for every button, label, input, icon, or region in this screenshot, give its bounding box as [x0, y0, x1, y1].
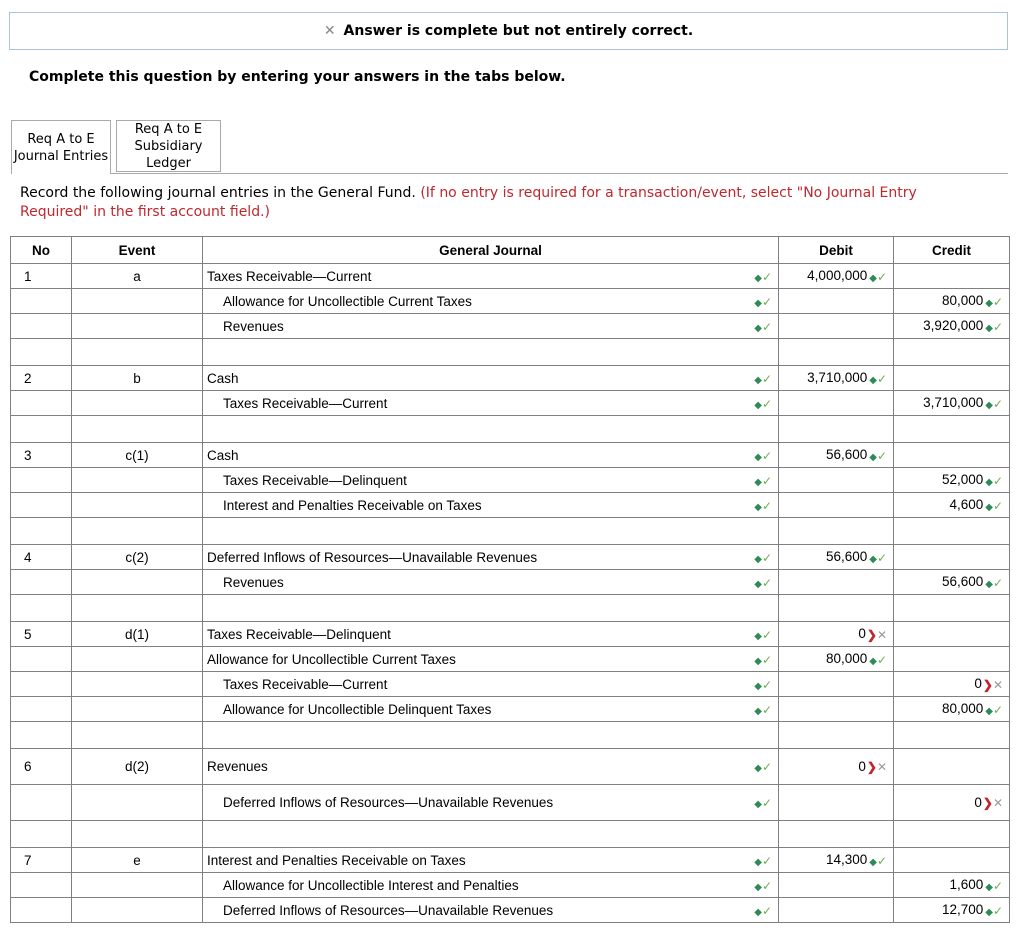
- correct-check-icon: ◆✓: [754, 652, 772, 667]
- correct-check-icon: ◆✓: [754, 498, 772, 513]
- account-select[interactable]: [203, 785, 743, 821]
- credit-input[interactable]: [894, 314, 1010, 339]
- account-select[interactable]: [203, 443, 743, 468]
- correct-check-icon: ◆✓: [754, 796, 772, 811]
- credit-input-text: 0: [974, 676, 982, 692]
- account-select-text: Revenues: [207, 759, 268, 774]
- debit-input[interactable]: [779, 622, 894, 647]
- account-check-cell: [743, 314, 779, 339]
- event-cell: [72, 785, 203, 821]
- correct-check-icon: ◆✓: [754, 575, 772, 590]
- table-row: [11, 749, 1010, 785]
- correct-check-icon: ◆✓: [869, 652, 887, 667]
- event-cell: [72, 697, 203, 722]
- account-select[interactable]: [203, 264, 743, 289]
- correct-check-icon: ◆✓: [869, 853, 887, 868]
- account-check-cell: [743, 570, 779, 595]
- correct-check-icon: ◆✓: [754, 371, 772, 386]
- account-check-cell: [743, 873, 779, 898]
- correct-check-icon: ◆✓: [754, 903, 772, 918]
- credit-input[interactable]: [894, 785, 1010, 821]
- credit-input-text: 1,600: [949, 877, 984, 893]
- table-row: [11, 493, 1010, 518]
- credit-input-text: 56,600: [941, 574, 984, 590]
- tab-journal-entries[interactable]: Req A to E Journal Entries: [11, 120, 111, 174]
- account-select[interactable]: [203, 391, 743, 416]
- table-row: [11, 545, 1010, 570]
- entry-number-cell-text: 7: [24, 852, 32, 868]
- entry-number-cell: [11, 493, 72, 518]
- account-select-text: Allowance for Uncollectible Current Taxes: [207, 651, 456, 667]
- credit-input[interactable]: [894, 443, 1010, 468]
- entry-number-cell: [11, 264, 72, 289]
- general-journal-table: [10, 236, 1010, 923]
- debit-input[interactable]: [779, 289, 894, 314]
- account-select-text: Revenues: [223, 318, 284, 334]
- event-cell: [72, 545, 203, 570]
- correct-check-icon: ◆✓: [754, 702, 772, 717]
- event-cell: [72, 749, 203, 785]
- debit-input[interactable]: [779, 672, 894, 697]
- debit-input[interactable]: [779, 873, 894, 898]
- correct-check-icon: ◆✓: [754, 878, 772, 893]
- debit-input-text: 3,710,000: [807, 370, 868, 386]
- account-select[interactable]: [203, 672, 743, 697]
- event-cell: [72, 647, 203, 672]
- debit-input[interactable]: [779, 493, 894, 518]
- account-check-cell: [743, 848, 779, 873]
- debit-input-text: 56,600: [825, 447, 868, 463]
- account-select-text: Taxes Receivable—Current: [207, 268, 372, 284]
- account-select-text: Taxes Receivable—Delinquent: [207, 626, 391, 642]
- entry-number-cell-text: 6: [24, 759, 32, 774]
- credit-input[interactable]: [894, 366, 1010, 391]
- table-spacer-row: [11, 518, 1010, 545]
- correct-check-icon: ◆✓: [869, 269, 887, 284]
- account-select[interactable]: [203, 848, 743, 873]
- account-select[interactable]: [203, 314, 743, 339]
- entry-number-cell: [11, 672, 72, 697]
- correct-check-icon: ◆✓: [754, 319, 772, 334]
- event-cell: [72, 493, 203, 518]
- account-check-cell: [743, 697, 779, 722]
- entry-number-cell: [11, 391, 72, 416]
- account-check-cell: [743, 366, 779, 391]
- debit-input-text: 56,600: [825, 549, 868, 565]
- event-cell-text: b: [133, 370, 141, 386]
- credit-input-text: 12,700: [941, 902, 984, 918]
- entry-number-cell-text: 4: [24, 549, 32, 565]
- correct-check-icon: ◆✓: [754, 677, 772, 692]
- credit-input[interactable]: [894, 264, 1010, 289]
- entry-number-cell: [11, 622, 72, 647]
- account-check-cell: [743, 647, 779, 672]
- account-select-text: Taxes Receivable—Current: [223, 395, 388, 411]
- incorrect-x-icon: ❯✕: [982, 677, 1003, 692]
- correct-check-icon: ◆✓: [754, 760, 772, 775]
- credit-input-text: 52,000: [941, 472, 984, 488]
- incorrect-x-icon: ❯✕: [982, 796, 1003, 811]
- table-row: [11, 873, 1010, 898]
- account-check-cell: [743, 545, 779, 570]
- debit-input-text: 0: [858, 626, 866, 642]
- debit-input[interactable]: [779, 366, 894, 391]
- account-select-text: Cash: [207, 370, 239, 386]
- table-row: [11, 898, 1010, 923]
- entry-number-cell-text: 1: [24, 268, 32, 284]
- debit-input[interactable]: [779, 697, 894, 722]
- table-spacer-row: [11, 821, 1010, 848]
- correct-check-icon: ◆✓: [754, 396, 772, 411]
- credit-input[interactable]: [894, 391, 1010, 416]
- table-row: [11, 289, 1010, 314]
- table-spacer-row: [11, 416, 1010, 443]
- description-note: (If no entry is required for a transaction/event, select "No Journal Entry Required" in the first account field.): [20, 185, 917, 220]
- event-cell: [72, 264, 203, 289]
- correct-check-icon: ◆✓: [869, 371, 887, 386]
- debit-input-text: 80,000: [825, 651, 868, 667]
- correct-check-icon: ◆✓: [869, 448, 887, 463]
- correct-check-icon: ◆✓: [985, 702, 1003, 717]
- entry-number-cell: [11, 366, 72, 391]
- account-select-text: Taxes Receivable—Current: [223, 676, 388, 692]
- event-cell: [72, 391, 203, 416]
- account-select-text: Allowance for Uncollectible Current Taxes: [223, 293, 472, 309]
- header-credit: Credit: [894, 237, 1010, 264]
- correct-check-icon: ◆✓: [985, 294, 1003, 309]
- correct-check-icon: ◆✓: [754, 269, 772, 284]
- credit-input-text: 80,000: [941, 293, 984, 309]
- instruction-text: Complete this question by entering your answers in the tabs below.: [29, 69, 566, 85]
- table-row: [11, 391, 1010, 416]
- entry-number-cell: [11, 785, 72, 821]
- account-check-cell: [743, 785, 779, 821]
- entry-number-cell: [11, 647, 72, 672]
- event-cell: [72, 443, 203, 468]
- debit-input[interactable]: [779, 570, 894, 595]
- correct-check-icon: ◆✓: [754, 473, 772, 488]
- header-event: Event: [72, 237, 203, 264]
- account-select[interactable]: [203, 647, 743, 672]
- answer-status-banner: [9, 12, 1008, 50]
- correct-check-icon: ◆✓: [754, 627, 772, 642]
- table-row: [11, 570, 1010, 595]
- debit-input[interactable]: [779, 785, 894, 821]
- credit-input-text: 3,710,000: [923, 395, 984, 411]
- account-select[interactable]: [203, 468, 743, 493]
- debit-input-text: 4,000,000: [807, 268, 868, 284]
- credit-input[interactable]: [894, 697, 1010, 722]
- entry-number-cell-text: 2: [24, 370, 32, 386]
- correct-check-icon: ◆✓: [985, 319, 1003, 334]
- entry-number-cell: [11, 443, 72, 468]
- debit-input[interactable]: [779, 391, 894, 416]
- account-select-text: Allowance for Uncollectible Interest and Penalties: [223, 877, 519, 893]
- account-select-text: Deferred Inflows of Resources—Unavailable Revenues: [223, 795, 554, 810]
- question-description: [20, 184, 980, 222]
- correct-check-icon: ◆✓: [985, 498, 1003, 513]
- answer-status-text: Answer is complete but not entirely correct.: [343, 23, 694, 39]
- correct-check-icon: ◆✓: [985, 575, 1003, 590]
- event-cell: [72, 873, 203, 898]
- credit-input-text: 0: [974, 794, 982, 810]
- account-check-cell: [743, 391, 779, 416]
- debit-input[interactable]: [779, 264, 894, 289]
- entry-number-cell: [11, 545, 72, 570]
- account-check-cell: [743, 672, 779, 697]
- correct-check-icon: ◆✓: [985, 396, 1003, 411]
- account-select-text: Interest and Penalties Receivable on Taxes: [223, 497, 482, 513]
- correct-check-icon: ◆✓: [754, 294, 772, 309]
- credit-input[interactable]: [894, 647, 1010, 672]
- table-row: [11, 672, 1010, 697]
- account-check-cell: [743, 493, 779, 518]
- account-select-text: Revenues: [223, 574, 284, 590]
- credit-input[interactable]: [894, 749, 1010, 785]
- credit-input-text: 80,000: [941, 701, 984, 717]
- debit-input[interactable]: [779, 848, 894, 873]
- table-row: [11, 314, 1010, 339]
- account-check-cell: [743, 468, 779, 493]
- credit-input[interactable]: [894, 873, 1010, 898]
- account-select-text: Interest and Penalties Receivable on Taxes: [207, 852, 466, 868]
- account-check-cell: [743, 622, 779, 647]
- account-select-text: Deferred Inflows of Resources—Unavailable Revenues: [207, 549, 538, 565]
- account-select[interactable]: [203, 545, 743, 570]
- header-general-journal: General Journal: [203, 237, 779, 264]
- account-select[interactable]: [203, 493, 743, 518]
- event-cell-text: d(2): [124, 759, 149, 774]
- account-check-cell: [743, 898, 779, 923]
- event-cell: [72, 366, 203, 391]
- account-select-text: Taxes Receivable—Delinquent: [223, 472, 407, 488]
- account-select[interactable]: [203, 570, 743, 595]
- correct-check-icon: ◆✓: [754, 448, 772, 463]
- tab-bar: [11, 120, 1008, 174]
- table-row: [11, 647, 1010, 672]
- credit-input[interactable]: [894, 468, 1010, 493]
- event-cell: [72, 468, 203, 493]
- header-no: No: [11, 237, 72, 264]
- credit-input-text: 4,600: [949, 497, 984, 513]
- account-select[interactable]: [203, 697, 743, 722]
- account-select[interactable]: [203, 898, 743, 923]
- entry-number-cell: [11, 848, 72, 873]
- entry-number-cell: [11, 314, 72, 339]
- correct-check-icon: ◆✓: [985, 473, 1003, 488]
- event-cell: [72, 570, 203, 595]
- credit-input[interactable]: [894, 545, 1010, 570]
- table-spacer-row: [11, 339, 1010, 366]
- correct-check-icon: ◆✓: [754, 550, 772, 565]
- account-select-text: Deferred Inflows of Resources—Unavailable Revenues: [223, 902, 554, 918]
- credit-input[interactable]: [894, 622, 1010, 647]
- tab-subsidiary-ledger[interactable]: Req A to E Subsidiary Ledger: [116, 120, 221, 172]
- entry-number-cell: [11, 749, 72, 785]
- table-row: [11, 443, 1010, 468]
- table-row: [11, 848, 1010, 873]
- table-row: [11, 366, 1010, 391]
- entry-number-cell: [11, 570, 72, 595]
- event-cell-text: d(1): [124, 626, 149, 642]
- table-spacer-row: [11, 722, 1010, 749]
- event-cell-text: c(1): [125, 447, 149, 463]
- correct-check-icon: ◆✓: [985, 878, 1003, 893]
- incorrect-x-icon: ❯✕: [866, 627, 887, 642]
- debit-input[interactable]: [779, 545, 894, 570]
- table-row: [11, 622, 1010, 647]
- event-cell: [72, 672, 203, 697]
- account-select[interactable]: [203, 622, 743, 647]
- account-check-cell: [743, 443, 779, 468]
- table-spacer-row: [11, 595, 1010, 622]
- credit-input[interactable]: [894, 570, 1010, 595]
- debit-input-text: 14,300: [825, 852, 868, 868]
- event-cell: [72, 622, 203, 647]
- entry-number-cell: [11, 289, 72, 314]
- credit-input[interactable]: [894, 493, 1010, 518]
- correct-check-icon: ◆✓: [754, 853, 772, 868]
- event-cell-text: e: [133, 852, 141, 868]
- event-cell-text: c(2): [125, 549, 149, 565]
- account-select-text: Cash: [207, 447, 239, 463]
- correct-check-icon: ◆✓: [985, 903, 1003, 918]
- close-icon: ✕: [323, 23, 336, 39]
- debit-input[interactable]: [779, 647, 894, 672]
- credit-input-text: 3,920,000: [923, 318, 984, 334]
- debit-input-text: 0: [858, 758, 866, 774]
- event-cell: [72, 289, 203, 314]
- tab-divider: [11, 173, 1008, 174]
- entry-number-cell-text: 5: [24, 626, 32, 642]
- table-row: [11, 468, 1010, 493]
- account-check-cell: [743, 749, 779, 785]
- credit-input[interactable]: [894, 848, 1010, 873]
- debit-input[interactable]: [779, 468, 894, 493]
- table-row: [11, 697, 1010, 722]
- debit-input[interactable]: [779, 314, 894, 339]
- entry-number-cell-text: 3: [24, 447, 32, 463]
- correct-check-icon: ◆✓: [869, 550, 887, 565]
- account-select[interactable]: [203, 873, 743, 898]
- account-check-cell: [743, 289, 779, 314]
- entry-number-cell: [11, 468, 72, 493]
- incorrect-x-icon: ❯✕: [866, 760, 887, 775]
- debit-input[interactable]: [779, 749, 894, 785]
- account-select[interactable]: [203, 749, 743, 785]
- entry-number-cell: [11, 898, 72, 923]
- event-cell: [72, 314, 203, 339]
- credit-input[interactable]: [894, 672, 1010, 697]
- description-main: Record the following journal entries in the General Fund.: [20, 185, 416, 201]
- account-select[interactable]: [203, 366, 743, 391]
- header-debit: Debit: [779, 237, 894, 264]
- account-select[interactable]: [203, 289, 743, 314]
- credit-input[interactable]: [894, 289, 1010, 314]
- event-cell: [72, 848, 203, 873]
- table-header-row: [11, 237, 1010, 264]
- credit-input[interactable]: [894, 898, 1010, 923]
- event-cell: [72, 898, 203, 923]
- entry-number-cell: [11, 873, 72, 898]
- table-row: [11, 264, 1010, 289]
- debit-input[interactable]: [779, 443, 894, 468]
- account-check-cell: [743, 264, 779, 289]
- event-cell-text: a: [133, 268, 141, 284]
- entry-number-cell: [11, 697, 72, 722]
- account-select-text: Allowance for Uncollectible Delinquent Taxes: [223, 701, 492, 717]
- table-row: [11, 785, 1010, 821]
- debit-input[interactable]: [779, 898, 894, 923]
